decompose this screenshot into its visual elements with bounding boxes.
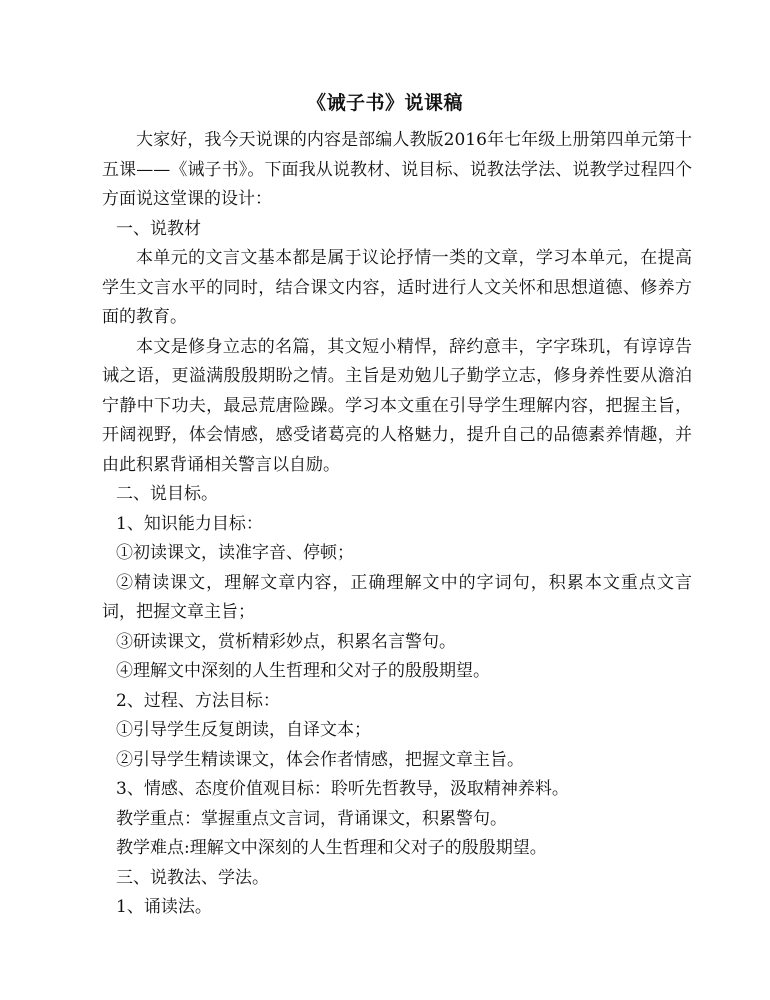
objective-emotion-line: 3、情感、态度价值观目标：聆听先哲教导，汲取精神养料。 [116, 779, 569, 799]
objective-knowledge-heading: 1、知识能力目标： [116, 513, 263, 534]
method-item-1: 1、诵读法。 [116, 897, 212, 917]
teaching-difficult-point: 教学难点:理解文中深刻的人生哲理和父对子的殷殷期望。 [116, 838, 547, 858]
section-heading-teaching-material: 一、说教材 [116, 218, 201, 239]
teaching-key-point: 教学重点：掌握重点文言词，背诵课文，积累警句。 [116, 808, 507, 829]
document-title: 《诫子书》说课稿 [306, 92, 463, 114]
section-heading-objectives: 二、说目标。 [116, 484, 218, 504]
objective-knowledge-item-3: ③研读课文，赏析精彩妙点，积累名言警句。 [116, 631, 456, 652]
objective-knowledge-item-1: ①初读课文，读准字音、停顿； [116, 543, 354, 563]
objective-process-heading: 2、过程、方法目标： [116, 690, 280, 711]
objective-process-item-1: ①引导学生反复朗读，自译文本； [116, 720, 371, 740]
objective-knowledge-item-4: ④理解文中深刻的人生哲理和父对子的殷殷期望。 [116, 661, 490, 681]
document-body [102, 126, 692, 923]
teaching-material-paragraph-2: 本文是修身立志的名篇，其文短小精悍，辞约意丰，字字珠玑，有谆谆告诫之语，更溢满殷殷期盼之情。主旨是劝勉儿子勤学立志，修身养性要从澹泊宁静中下功夫，最忌荒唐险躁。学习本文重在引导学生理解内容，把握主旨，开阔视野，体会情感，感受诸葛亮的人格魅力，提升自己的品德素养情趣，并由此积累背诵相关警言以自励。 [102, 336, 692, 475]
section-heading-methods: 三、说教法、学法。 [116, 867, 269, 888]
objective-process-item-2: ②引导学生精读课文，体会作者情感，把握文章主旨。 [116, 749, 524, 770]
objective-knowledge-item-2: ②精读课文，理解文章内容，正确理解文中的字词句，积累本文重点文言词，把握文章主旨； [102, 572, 692, 622]
teaching-material-paragraph-1: 本单元的文言文基本都是属于议论抒情一类的文章，学习本单元，在提高学生文言水平的同时，结合课文内容，适时进行人文关怀和思想道德、修养方面的教育。 [102, 248, 692, 327]
intro-paragraph: 大家好，我今天说课的内容是部编人教版2016年七年级上册第四单元第十五课——《诫子书》。下面我从说教材、说目标、说教法学法、说教学过程四个方面说这堂课的设计： [102, 130, 692, 209]
